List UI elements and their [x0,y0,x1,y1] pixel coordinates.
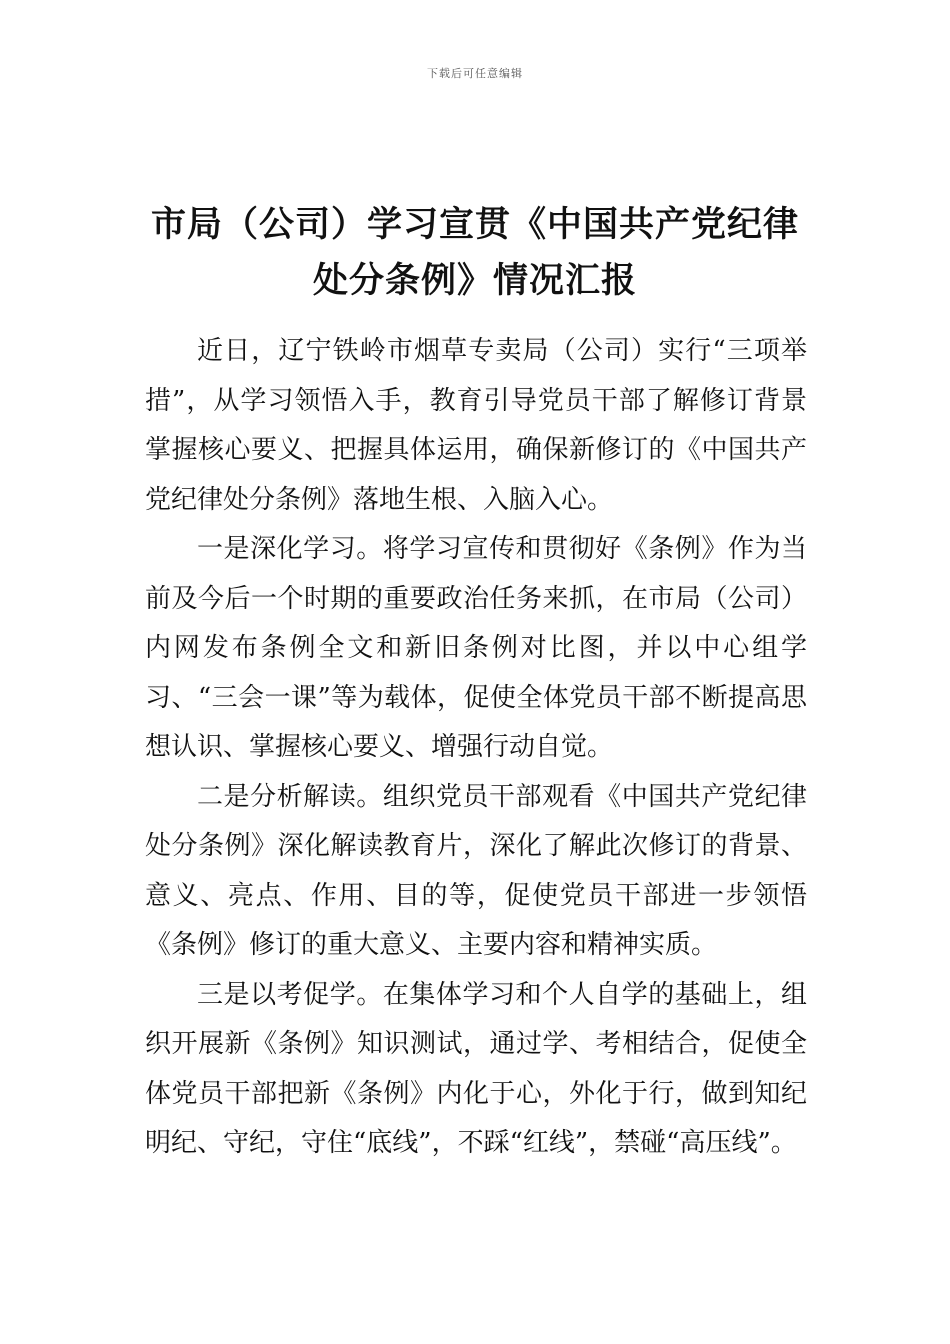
paragraph-analysis: 二是分析解读。组织党员干部观看《中国共产党纪律处分条例》深化解读教育片，深化了解此次修订的背景、意义、亮点、作用、目的等，促使党员干部进一步领悟《条例》修订的重大意义、主要内容和精神实质。 [145,781,807,960]
paragraph-exam: 三是以考促学。在集体学习和个人自学的基础上，组织开展新《条例》知识测试，通过学、考相结合，促使全体党员干部把新《条例》内化于心，外化于行，做到知纪明纪、守纪，守住“底线”，不踩“红线”，禁碰“高压线”。 [145,979,807,1158]
header-note: 下载后可任意编辑 [427,67,523,80]
document-body [145,327,807,1169]
paragraph-deepen-study: 一是深化学习。将学习宣传和贯彻好《条例》作为当前及今后一个时期的重要政治任务来抓，在市局（公司）内网发布条例全文和新旧条例对比图，并以中心组学习、“三会一课”等为载体，促使全体党员干部不断提高思想认识、掌握核心要义、增强行动自觉。 [145,534,807,762]
document-title: 市局（公司）学习宣贯《中国共产党纪律处分条例》情况汇报 [150,204,799,302]
paragraph-intro: 近日，辽宁铁岭市烟草专卖局（公司）实行“三项举措”，从学习领悟入手，教育引导党员干部了解修订背景掌握核心要义、把握具体运用，确保新修订的《中国共产党纪律处分条例》落地生根、入脑入心。 [145,336,807,515]
